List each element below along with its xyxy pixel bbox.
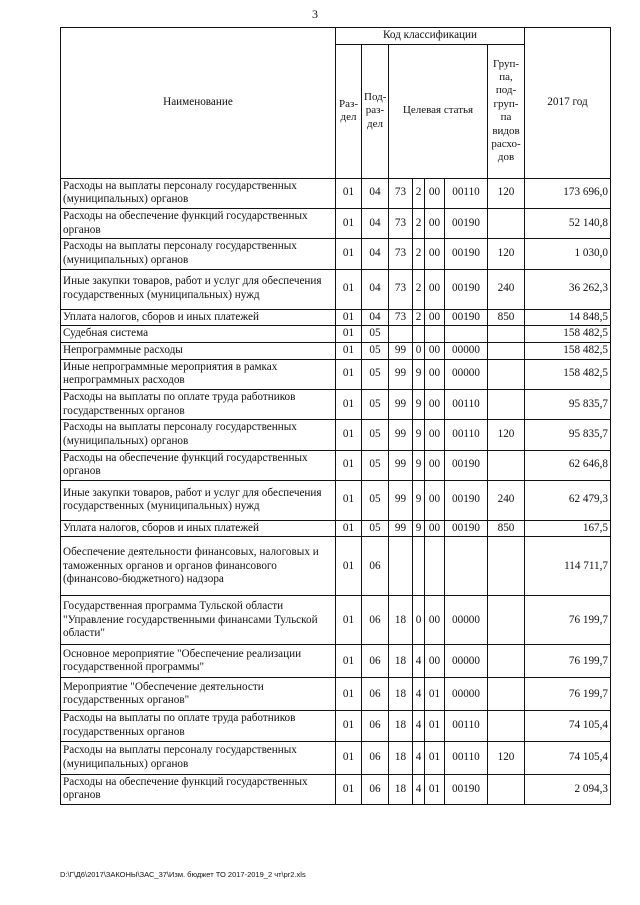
subsection-code: 06 <box>362 678 389 711</box>
subsection-code: 05 <box>362 480 389 520</box>
expense-group-code <box>488 537 525 596</box>
row-name: Уплата налогов, сборов и иных платежей <box>61 520 336 537</box>
table-row <box>61 596 611 645</box>
row-name: Непрограммные расходы <box>61 342 336 359</box>
amount-2017: 36 262,3 <box>525 269 611 309</box>
target-direction-code: 00110 <box>445 711 488 741</box>
target-program-code: 99 <box>389 450 413 480</box>
target-event-code <box>425 537 445 596</box>
section-code: 01 <box>336 596 362 645</box>
amount-2017: 74 105,4 <box>525 741 611 774</box>
expense-group-code: 120 <box>488 178 525 208</box>
target-subprogram-code: 9 <box>413 359 425 389</box>
expense-group-code <box>488 596 525 645</box>
target-event-code: 01 <box>425 711 445 741</box>
table-row <box>61 359 611 389</box>
target-direction-code <box>445 537 488 596</box>
amount-2017: 158 482,5 <box>525 359 611 389</box>
target-program-code: 73 <box>389 309 413 326</box>
row-name: Иные непрограммные мероприятия в рамках непрограммных расходов <box>61 359 336 389</box>
subsection-header: Под-раз-дел <box>362 44 389 178</box>
expense-group-code <box>488 342 525 359</box>
target-program-code: 18 <box>389 741 413 774</box>
expense-group-code <box>488 208 525 238</box>
target-event-code: 00 <box>425 208 445 238</box>
target-program-code: 18 <box>389 711 413 741</box>
target-program-code: 18 <box>389 774 413 804</box>
table-row <box>61 239 611 269</box>
target-direction-code: 00000 <box>445 645 488 678</box>
amount-2017: 76 199,7 <box>525 596 611 645</box>
expense-group-code <box>488 711 525 741</box>
table-row <box>61 420 611 450</box>
amount-2017: 2 094,3 <box>525 774 611 804</box>
section-code: 01 <box>336 645 362 678</box>
table-row <box>61 678 611 711</box>
amount-2017: 52 140,8 <box>525 208 611 238</box>
target-subprogram-code: 0 <box>413 596 425 645</box>
row-name: Расходы на обеспечение функций государственных органов <box>61 208 336 238</box>
section-code: 01 <box>336 520 362 537</box>
subsection-code: 05 <box>362 326 389 343</box>
subsection-code: 05 <box>362 420 389 450</box>
target-program-code: 18 <box>389 596 413 645</box>
target-direction-code: 00000 <box>445 596 488 645</box>
target-direction-code: 00190 <box>445 480 488 520</box>
target-program-code: 99 <box>389 389 413 419</box>
row-name: Основное мероприятие "Обеспечение реализации государственной программы" <box>61 645 336 678</box>
section-code: 01 <box>336 239 362 269</box>
row-name: Обеспечение деятельности финансовых, налоговых и таможенных органов и органов финансового (финансово-бюджетного) надзора <box>61 537 336 596</box>
target-event-code: 00 <box>425 269 445 309</box>
target-subprogram-code: 2 <box>413 208 425 238</box>
table-body <box>61 178 611 804</box>
amount-2017: 1 030,0 <box>525 239 611 269</box>
row-name: Иные закупки товаров, работ и услуг для обеспечения государственных (муниципальных) нужд <box>61 480 336 520</box>
code-group-header: Код классификации <box>336 28 525 45</box>
row-name: Расходы на выплаты персоналу государственных (муниципальных) органов <box>61 239 336 269</box>
expense-group-code <box>488 389 525 419</box>
section-code: 01 <box>336 309 362 326</box>
row-name: Расходы на выплаты персоналу государственных (муниципальных) органов <box>61 178 336 208</box>
target-program-code: 99 <box>389 342 413 359</box>
target-direction-code: 00000 <box>445 359 488 389</box>
target-subprogram-code: 9 <box>413 389 425 419</box>
expense-group-code: 240 <box>488 480 525 520</box>
target-direction-code: 00190 <box>445 520 488 537</box>
target-event-code: 00 <box>425 239 445 269</box>
expense-group-header: Груп-па, под-груп-па видов расхо-дов <box>488 44 525 178</box>
section-code: 01 <box>336 711 362 741</box>
target-direction-code: 00000 <box>445 342 488 359</box>
amount-2017: 74 105,4 <box>525 711 611 741</box>
target-direction-code: 00190 <box>445 450 488 480</box>
table-row <box>61 178 611 208</box>
expense-group-code: 240 <box>488 269 525 309</box>
section-header: Раз-дел <box>336 44 362 178</box>
table-row <box>61 520 611 537</box>
amount-2017: 95 835,7 <box>525 420 611 450</box>
target-program-code <box>389 326 413 343</box>
subsection-code: 04 <box>362 178 389 208</box>
target-program-code: 73 <box>389 208 413 238</box>
expense-group-code: 850 <box>488 309 525 326</box>
amount-2017: 173 696,0 <box>525 178 611 208</box>
target-direction-code <box>445 326 488 343</box>
target-subprogram-code: 9 <box>413 420 425 450</box>
target-subprogram-code: 9 <box>413 480 425 520</box>
section-code: 01 <box>336 741 362 774</box>
target-program-code: 99 <box>389 420 413 450</box>
budget-table <box>60 27 611 805</box>
target-program-code: 73 <box>389 178 413 208</box>
row-name: Расходы на выплаты персоналу государственных (муниципальных) органов <box>61 420 336 450</box>
amount-2017: 14 848,5 <box>525 309 611 326</box>
subsection-code: 06 <box>362 774 389 804</box>
target-program-code: 99 <box>389 480 413 520</box>
year-column-header: 2017 год <box>525 28 611 179</box>
subsection-code: 05 <box>362 450 389 480</box>
target-program-code: 18 <box>389 645 413 678</box>
target-direction-code: 00190 <box>445 269 488 309</box>
expense-group-code <box>488 450 525 480</box>
target-subprogram-code: 4 <box>413 678 425 711</box>
target-subprogram-code: 2 <box>413 269 425 309</box>
target-event-code: 00 <box>425 596 445 645</box>
section-code: 01 <box>336 480 362 520</box>
target-subprogram-code: 2 <box>413 309 425 326</box>
row-name: Расходы на выплаты по оплате труда работников государственных органов <box>61 389 336 419</box>
row-name: Иные закупки товаров, работ и услуг для обеспечения государственных (муниципальных) нужд <box>61 269 336 309</box>
expense-group-code: 120 <box>488 420 525 450</box>
row-name: Расходы на обеспечение функций государственных органов <box>61 774 336 804</box>
expense-group-code <box>488 774 525 804</box>
section-code: 01 <box>336 326 362 343</box>
section-code: 01 <box>336 450 362 480</box>
table-row <box>61 741 611 774</box>
target-event-code: 00 <box>425 359 445 389</box>
target-subprogram-code: 9 <box>413 520 425 537</box>
target-subprogram-code: 2 <box>413 239 425 269</box>
row-name: Расходы на выплаты по оплате труда работников государственных органов <box>61 711 336 741</box>
target-event-code: 00 <box>425 389 445 419</box>
target-direction-code: 00110 <box>445 420 488 450</box>
table-row <box>61 537 611 596</box>
table-row <box>61 711 611 741</box>
expense-group-code <box>488 645 525 678</box>
row-name: Расходы на выплаты персоналу государственных (муниципальных) органов <box>61 741 336 774</box>
subsection-code: 04 <box>362 269 389 309</box>
table-row <box>61 326 611 343</box>
section-code: 01 <box>336 269 362 309</box>
target-program-code: 99 <box>389 520 413 537</box>
target-subprogram-code: 4 <box>413 711 425 741</box>
target-subprogram-code <box>413 537 425 596</box>
target-subprogram-code: 4 <box>413 774 425 804</box>
table-row <box>61 208 611 238</box>
target-event-code: 00 <box>425 342 445 359</box>
target-subprogram-code: 9 <box>413 450 425 480</box>
table-header <box>61 28 611 179</box>
expense-group-code: 850 <box>488 520 525 537</box>
target-event-code: 01 <box>425 774 445 804</box>
table-row <box>61 269 611 309</box>
name-column-header: Наименование <box>61 28 336 179</box>
target-direction-code: 00110 <box>445 389 488 419</box>
table-row <box>61 342 611 359</box>
target-event-code: 00 <box>425 450 445 480</box>
row-name: Расходы на обеспечение функций государственных органов <box>61 450 336 480</box>
subsection-code: 04 <box>362 208 389 238</box>
section-code: 01 <box>336 208 362 238</box>
table-row <box>61 774 611 804</box>
target-direction-code: 00110 <box>445 741 488 774</box>
target-event-code: 01 <box>425 678 445 711</box>
table-row <box>61 480 611 520</box>
row-name: Уплата налогов, сборов и иных платежей <box>61 309 336 326</box>
table-row <box>61 389 611 419</box>
expense-group-code <box>488 678 525 711</box>
target-header: Целевая статья <box>389 44 488 178</box>
subsection-code: 06 <box>362 537 389 596</box>
subsection-code: 06 <box>362 596 389 645</box>
amount-2017: 158 482,5 <box>525 326 611 343</box>
amount-2017: 158 482,5 <box>525 342 611 359</box>
target-event-code: 00 <box>425 480 445 520</box>
target-direction-code: 00110 <box>445 178 488 208</box>
section-code: 01 <box>336 359 362 389</box>
target-program-code: 18 <box>389 678 413 711</box>
target-event-code: 00 <box>425 420 445 450</box>
section-code: 01 <box>336 420 362 450</box>
expense-group-code: 120 <box>488 239 525 269</box>
amount-2017: 114 711,7 <box>525 537 611 596</box>
target-direction-code: 00190 <box>445 208 488 238</box>
file-path-footer: D:\Г\Д6\2017\ЗАКОНЫ\ЗАС_37\Изм. бюджет ТО 2017-2019_2 чт\pr2.xls <box>60 870 306 879</box>
target-event-code: 00 <box>425 309 445 326</box>
table-row <box>61 450 611 480</box>
target-event-code: 00 <box>425 178 445 208</box>
subsection-code: 04 <box>362 309 389 326</box>
target-subprogram-code <box>413 326 425 343</box>
target-program-code: 73 <box>389 269 413 309</box>
expense-group-code <box>488 326 525 343</box>
target-subprogram-code: 4 <box>413 645 425 678</box>
row-name: Судебная система <box>61 326 336 343</box>
target-direction-code: 00190 <box>445 239 488 269</box>
subsection-code: 06 <box>362 711 389 741</box>
subsection-code: 05 <box>362 520 389 537</box>
subsection-code: 05 <box>362 389 389 419</box>
page-number: 3 <box>312 7 318 21</box>
target-program-code <box>389 537 413 596</box>
target-program-code: 99 <box>389 359 413 389</box>
table-row <box>61 645 611 678</box>
section-code: 01 <box>336 178 362 208</box>
target-direction-code: 00000 <box>445 678 488 711</box>
amount-2017: 76 199,7 <box>525 645 611 678</box>
subsection-code: 04 <box>362 239 389 269</box>
subsection-code: 05 <box>362 342 389 359</box>
table-row <box>61 309 611 326</box>
amount-2017: 76 199,7 <box>525 678 611 711</box>
target-direction-code: 00190 <box>445 774 488 804</box>
amount-2017: 167,5 <box>525 520 611 537</box>
target-event-code: 01 <box>425 741 445 774</box>
target-event-code: 00 <box>425 645 445 678</box>
row-name: Государственная программа Тульской области "Управление государственными финансами Тульской области" <box>61 596 336 645</box>
row-name: Мероприятие "Обеспечение деятельности государственных органов" <box>61 678 336 711</box>
subsection-code: 06 <box>362 741 389 774</box>
target-subprogram-code: 2 <box>413 178 425 208</box>
target-program-code: 73 <box>389 239 413 269</box>
subsection-code: 05 <box>362 359 389 389</box>
amount-2017: 62 479,3 <box>525 480 611 520</box>
subsection-code: 06 <box>362 645 389 678</box>
amount-2017: 95 835,7 <box>525 389 611 419</box>
section-code: 01 <box>336 678 362 711</box>
section-code: 01 <box>336 537 362 596</box>
section-code: 01 <box>336 389 362 419</box>
target-event-code <box>425 326 445 343</box>
section-code: 01 <box>336 774 362 804</box>
target-subprogram-code: 0 <box>413 342 425 359</box>
section-code: 01 <box>336 342 362 359</box>
target-event-code: 00 <box>425 520 445 537</box>
target-subprogram-code: 4 <box>413 741 425 774</box>
amount-2017: 62 646,8 <box>525 450 611 480</box>
expense-group-code: 120 <box>488 741 525 774</box>
target-direction-code: 00190 <box>445 309 488 326</box>
expense-group-code <box>488 359 525 389</box>
